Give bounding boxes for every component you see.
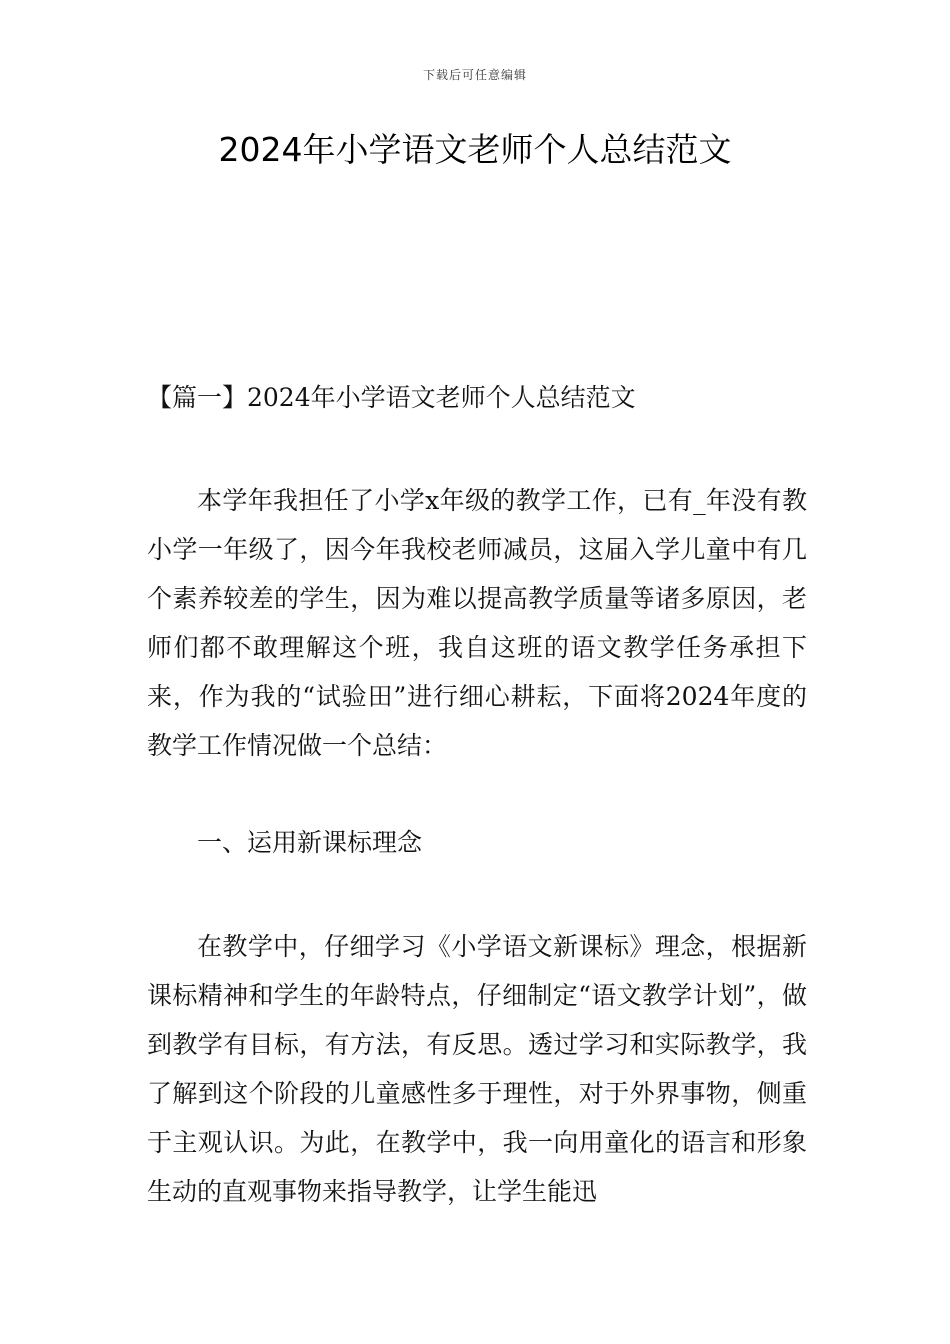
- header-note: 下载后可任意编辑: [422, 68, 527, 82]
- document-title: 2024年小学语文老师个人总结范文: [218, 130, 732, 169]
- section-heading: 【篇一】2024年小学语文老师个人总结范文: [147, 383, 636, 412]
- body-paragraph-1: 本学年我担任了小学x年级的教学工作，已有_年没有教小学一年级了，因今年我校老师减员，这届入学儿童中有几个素养较差的学生，因为难以提高教学质量等诸多原因，老师们都不敢理解这个班，我自这班的语文教学任务承担下来，作为我的“试验田”进行细心耕耘，下面将2024年度的教学工作情况做一个总结：: [147, 486, 807, 760]
- body-paragraph-2: 在教学中，仔细学习《小学语文新课标》理念，根据新课标精神和学生的年龄特点，仔细制定“语文教学计划”，做到教学有目标，有方法，有反思。透过学习和实际教学，我了解到这个阶段的儿童感性多于理性，对于外界事物，侧重于主观认识。为此，在教学中，我一向用童化的语言和形象生动的直观事物来指导教学，让学生能迅: [147, 932, 807, 1206]
- subheading: 一、运用新课标理念: [197, 828, 423, 857]
